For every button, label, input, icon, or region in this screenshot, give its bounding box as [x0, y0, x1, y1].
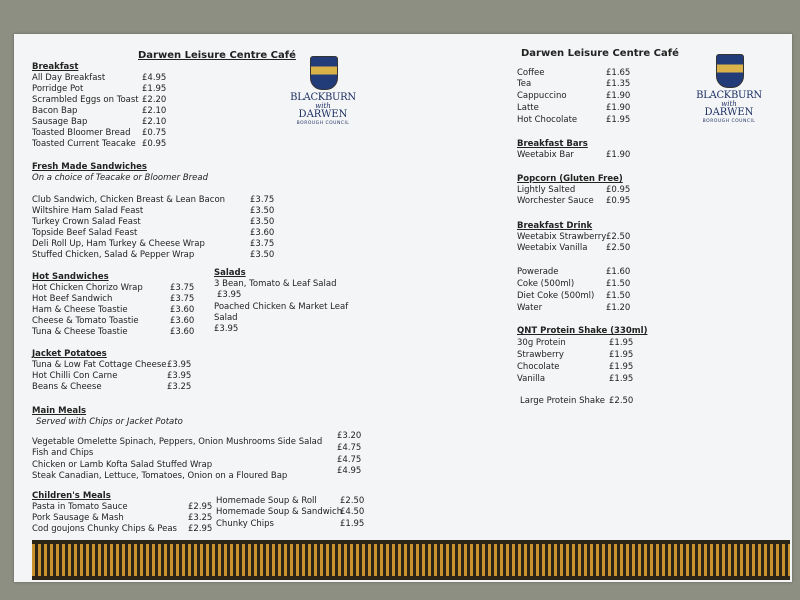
breakfast-drink-heading: Breakfast Drink — [517, 221, 593, 231]
jacket-heading: Jacket Potatoes — [32, 349, 107, 359]
childrens-heading: Children's Meals — [32, 491, 111, 501]
hot-sandwiches-heading: Hot Sandwiches — [32, 272, 109, 282]
crest-icon — [310, 56, 338, 90]
left-title: Darwen Leisure Centre Café — [138, 50, 296, 61]
main-meals-subtitle: Served with Chips or Jacket Potato — [36, 417, 183, 427]
breakfast-heading: Breakfast — [32, 62, 79, 72]
salad-item-2: Poached Chicken & Market Leaf — [214, 302, 349, 312]
popcorn-heading: Popcorn (Gluten Free) — [517, 174, 623, 184]
menu-sheet: Darwen Leisure Centre Café BLACKBURN with DARWEN BOROUGH COUNCIL Breakfast All Day Breakfast £4.95 Porridge Pot £1.95 Scrambled Eggs on Toast £2.20 Bacon Bap £2.10 Sausage Bap £2.10 Toasted Bloomer Bread £0.75 Toasted Current Teacake £0.95 Fresh Made Sandwiches On a choice of Teacake or Bloomer Bread Club Sandwich, Chicken Breast & Lean Bacon £3.75 Wiltshire Ham Salad Feast £3.50 Turkey Crown Salad Feast £3.50 Topside Beef Salad Feast £3.60 Deli Roll Up, Ham Turkey & Cheese Wrap £3.75 Stuffed Chicken, Salad & Pepper Wrap £3.50 Hot Sandwiches Hot Chicken Chorizo Wrap £3.75 Hot Beef Sandwich £3.75 Ham & Cheese Toastie £3.60 Cheese & Tomato Toastie £3.60 Tuna & Cheese Toastie £3.60 Salads 3 Bean, Tomato & Leaf Salad £3.95 Poached Chicken & Market Leaf Salad £3.95 Jacket Potatoes Tuna & Low Fat Cottage Cheese £3.95 Hot Chilli Con Carne £3.95 Beans & Cheese £3.25 Main Meals Served with Chips or Jacket Potato Vegetable Omelette Spinach, Peppers, Onion Mushrooms Side Salad £3.20 Fish and Chips £4.75 Chicken or Lamb Kofta Salad Stuffed Wrap £4.75 Steak Canadian, Lettuce, Tomatoes, Onion on a Floured Bap £4.95 Children's Meals Pasta in Tomato Sauce £2.95 Pork Sausage & Mash £3.25 Cod goujons Chunky Chips & Peas £2.95 Homemade Soup & Roll £2.50 Homemade Soup & Sandwich £4.50 Chunky Chips £1.95 Darwen Leisure Centre Café BLACKBURN with DARWEN BOROUGH COUNCIL Coffee £1.65 Tea £1.35 Cappuccino £1.90 Latte £1.90 Hot Chocolate £1.95 Breakfast Bars Weetabix Bar £1.90 Popcorn (Gluten Free) Lightly Salted £0.95 Worchester Sauce £0.95 Breakfast Drink Weetabix Strawberry £2.50 Weetabix Vanilla £2.50 Powerade £1.60 Coke (500ml) £1.50 Diet Coke (500ml) £1.50 Water £1.20 QNT Protein Shake (330ml) 30g Protein £1.95 Strawberry £1.95 Chocolate £1.95 Vanilla £1.95 Large Protein Shake £2.50 — [14, 34, 792, 582]
council-logo-right: BLACKBURN with DARWEN BOROUGH COUNCIL — [694, 54, 764, 132]
bars-heading: Breakfast Bars — [517, 139, 588, 149]
salads-heading: Salads — [214, 268, 246, 278]
salad-price-2: £3.95 — [214, 324, 239, 334]
sandwiches-subtitle: On a choice of Teacake or Bloomer Bread — [32, 173, 208, 183]
council-logo: BLACKBURN with DARWEN BOROUGH COUNCIL — [288, 56, 358, 134]
sandwiches-heading: Fresh Made Sandwiches — [32, 162, 147, 172]
salad-price-1: £3.95 — [217, 290, 242, 300]
crest-icon — [716, 54, 744, 88]
decorative-border — [32, 540, 790, 580]
right-title: Darwen Leisure Centre Café — [521, 48, 679, 59]
main-meals-heading: Main Meals — [32, 406, 87, 416]
salad-item-2-cont: Salad — [214, 313, 238, 323]
salad-item-1: 3 Bean, Tomato & Leaf Salad — [214, 279, 337, 289]
protein-heading: QNT Protein Shake (330ml) — [517, 326, 648, 336]
